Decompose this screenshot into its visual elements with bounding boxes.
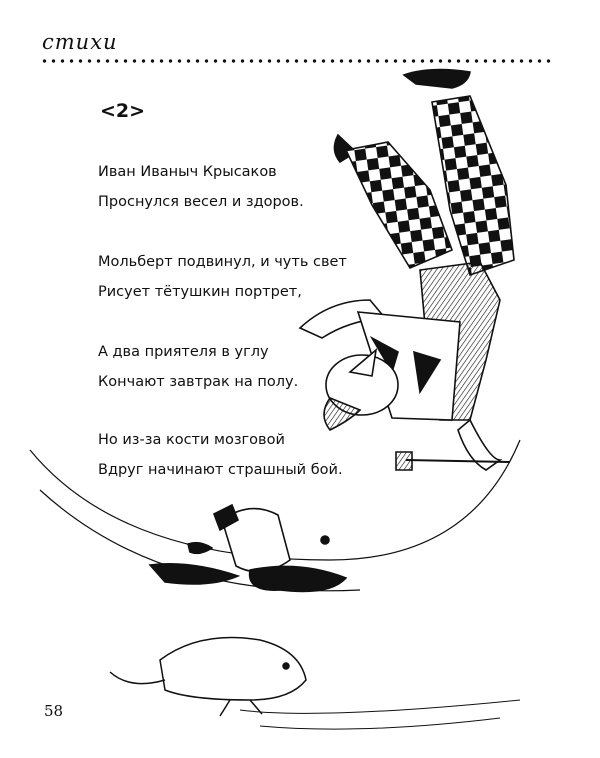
poem-line: Кончают завтрак на полу. — [98, 374, 299, 390]
poem-line: Иван Иваныч Крысаков — [98, 164, 277, 180]
section-title: стихи — [42, 30, 118, 54]
poem-line: А два приятеля в углу — [98, 344, 269, 360]
page-number: 58 — [44, 702, 64, 720]
poem-number: <2> — [100, 100, 146, 122]
upside-down-artist-illustration — [300, 70, 514, 470]
poem-line: Вдруг начинают страшный бой. — [98, 462, 343, 478]
running-rat-illustration — [110, 638, 520, 730]
poem-line: Но из-за кости мозговой — [98, 432, 285, 448]
spilled-ink-bottle-illustration — [150, 505, 346, 592]
poem-line: Рисует тётушкин портрет, — [98, 284, 302, 300]
poem-line: Мольберт подвинул, и чуть свет — [98, 254, 347, 270]
poem-line: Проснулся весел и здоров. — [98, 194, 304, 210]
